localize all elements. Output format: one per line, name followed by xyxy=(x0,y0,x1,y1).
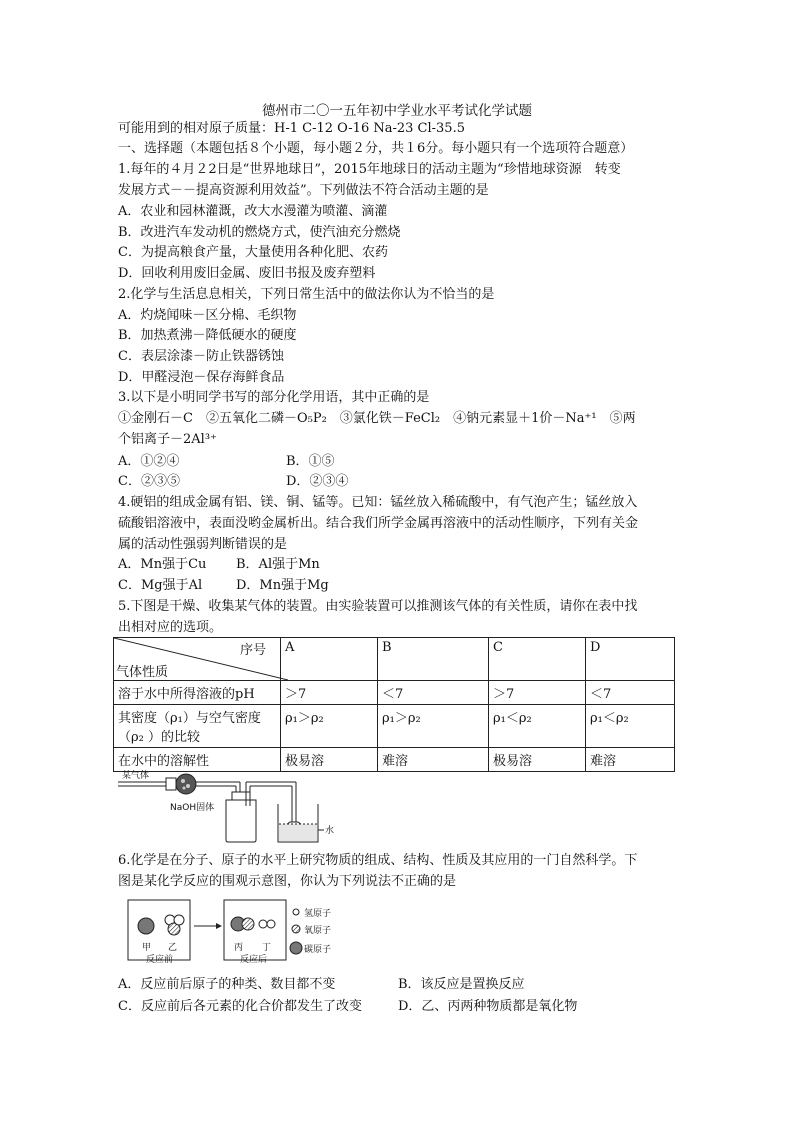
table-row xyxy=(114,705,675,748)
naoh-label: NaOH固体 xyxy=(170,803,215,813)
row-label-ph: 溶于水中所得溶液的pH xyxy=(114,681,281,705)
table-header-c: C xyxy=(489,638,586,681)
q5-stem-line2: 出相对应的选项。 xyxy=(118,620,223,635)
q4-option-b: B．Al强于Mn xyxy=(236,557,320,572)
legend-carbon: 碳原子 xyxy=(304,945,332,955)
q4-option-d: D．Mn强于Mg xyxy=(236,578,329,593)
q6-option-c: C．反应前后各元素的化合价都发生了改变 xyxy=(118,999,362,1014)
row-label-density-line2: （ρ₂ ）的比较 xyxy=(118,730,200,745)
table-header-row xyxy=(114,638,675,681)
label-after: 反应后 xyxy=(240,955,268,965)
row-label-density xyxy=(114,705,281,748)
q2-option-b: B．加热煮沸－降低硬水的硬度 xyxy=(118,328,297,343)
table-corner-cell xyxy=(114,638,281,681)
apparatus-drawing xyxy=(118,766,358,844)
label-jia: 甲 xyxy=(142,943,152,953)
q4-stem-line2: 硫酸铝溶液中，表面没哟金属析出。结合我们所学金属再溶液中的活动性顺序，下列有关金 xyxy=(118,516,639,531)
table-header-a: A xyxy=(281,638,378,681)
table-cell: 极易溶 xyxy=(281,748,378,772)
table-cell: 极易溶 xyxy=(489,748,586,772)
q1-option-d: D．回收利用废旧金属、废旧书报及废弃塑料 xyxy=(118,266,376,281)
q3-items-line1: ①金刚石－C ②五氧化二磷－O₅P₂ ③氯化铁－FeCl₂ ④钠元素显＋1价－Na⁺¹ ⑤两 xyxy=(118,411,636,426)
q6-option-d: D．乙、丙两种物质都是氧化物 xyxy=(398,999,578,1014)
q2-option-a: A．灼烧闻味－区分棉、毛织物 xyxy=(118,308,297,323)
q1-option-b: B．改进汽车发动机的燃烧方式，使汽油充分燃烧 xyxy=(118,225,401,240)
q1-stem-line1: 1.每年的４月２2日是“世界地球日”，2015年地球日的活动主题为“珍惜地球资源 转变 xyxy=(118,162,621,177)
q5-stem-line1: 5.下图是干燥、收集某气体的装置。由实验装置可以推测该气体的有关性质，请你在表中找 xyxy=(118,599,638,614)
q3-option-a: A．①②④ xyxy=(118,454,180,469)
page-title: 德州市二〇一五年初中学业水平考试化学试题 xyxy=(262,103,532,119)
legend-hydrogen: 氢原子 xyxy=(304,909,332,919)
q1-stem-line2: 发展方式－－提高资源利用效益”。下列做法不符合活动主题的是 xyxy=(118,183,489,198)
row-label-solubility: 在水中的溶解性 xyxy=(114,748,281,772)
q3-stem: 3.以下是小明同学书写的部分化学用语，其中正确的是 xyxy=(118,390,430,405)
q4-option-c: C．Mg强于Al xyxy=(118,578,203,593)
gas-property-table xyxy=(113,637,675,772)
q3-option-d: D．②③④ xyxy=(286,474,349,489)
table-cell: ＜7 xyxy=(586,681,675,705)
q4-option-a: A．Mn强于Cu xyxy=(118,557,207,572)
q4-stem-line1: 4.硬铝的组成金属有铝、镁、铜、锰等。已知：锰丝放入稀硫酸中，有气泡产生；锰丝放入 xyxy=(118,495,638,510)
table-cell: ρ₁＜ρ₂ xyxy=(586,705,675,748)
q1-option-c: C．为提高粮食产量，大量使用各种化肥、农药 xyxy=(118,245,388,260)
q6-stem-line2: 图是某化学反应的围观示意图，你认为下列说法不正确的是 xyxy=(118,874,457,889)
q6-option-a: A．反应前后原子的种类、数目都不变 xyxy=(118,977,336,992)
table-cell: 难溶 xyxy=(378,748,489,772)
q6-option-b: B．该反应是置换反应 xyxy=(398,977,525,992)
table-cell: ρ₁＞ρ₂ xyxy=(378,705,489,748)
section-heading: 一、选择题（本题包括８个小题，每小题２分，共１6分。每小题只有一个选项符合题意） xyxy=(118,141,634,156)
table-cell: ＞7 xyxy=(489,681,586,705)
q2-option-d: D．甲醛浸泡－保存海鲜食品 xyxy=(118,370,285,385)
corner-label-bottom: 气体性质 xyxy=(116,665,169,680)
atomic-masses: 可能用到的相对原子质量：H-1 C-12 O-16 Na-23 Cl-35.5 xyxy=(118,121,465,136)
table-cell: ＞7 xyxy=(281,681,378,705)
table-header-b: B xyxy=(378,638,489,681)
label-ding: 丁 xyxy=(262,943,272,953)
apparatus-figure xyxy=(118,766,358,844)
gas-label: 某气体 xyxy=(122,771,150,781)
table-header-d: D xyxy=(586,638,675,681)
legend-oxygen: 氧原子 xyxy=(304,926,332,936)
q3-option-c: C．②③⑤ xyxy=(118,474,180,489)
q1-option-a: A．农业和园林灌溉，改大水漫灌为喷灌、滴灌 xyxy=(118,204,388,219)
q3-items-line2: 个铝离子－2Al³⁺ xyxy=(118,432,217,447)
q2-option-c: C．表层涂漆－防止铁器锈蚀 xyxy=(118,349,284,364)
q4-stem-line3: 属的活动性强弱判断错误的是 xyxy=(118,537,288,552)
table-cell: ρ₁＜ρ₂ xyxy=(489,705,586,748)
table-cell: 难溶 xyxy=(586,748,675,772)
corner-label-top: 序号 xyxy=(239,643,266,658)
q6-stem-line1: 6.化学是在分子、原子的水平上研究物质的组成、结构、性质及其应用的一门自然科学。下 xyxy=(118,853,638,868)
reaction-figure xyxy=(124,896,360,966)
label-yi: 乙 xyxy=(168,943,178,953)
row-label-density-line1: 其密度（ρ₁）与空气密度 xyxy=(118,711,261,726)
table-cell: ρ₁＞ρ₂ xyxy=(281,705,378,748)
table-row xyxy=(114,681,675,705)
q3-option-b: B．①⑤ xyxy=(286,454,335,469)
table-cell: ＜7 xyxy=(378,681,489,705)
water-label: 水 xyxy=(325,826,335,836)
q2-stem: 2.化学与生活息息相关，下列日常生活中的做法你认为不恰当的是 xyxy=(118,287,495,302)
label-bing: 丙 xyxy=(234,943,244,953)
label-before: 反应前 xyxy=(146,955,174,965)
